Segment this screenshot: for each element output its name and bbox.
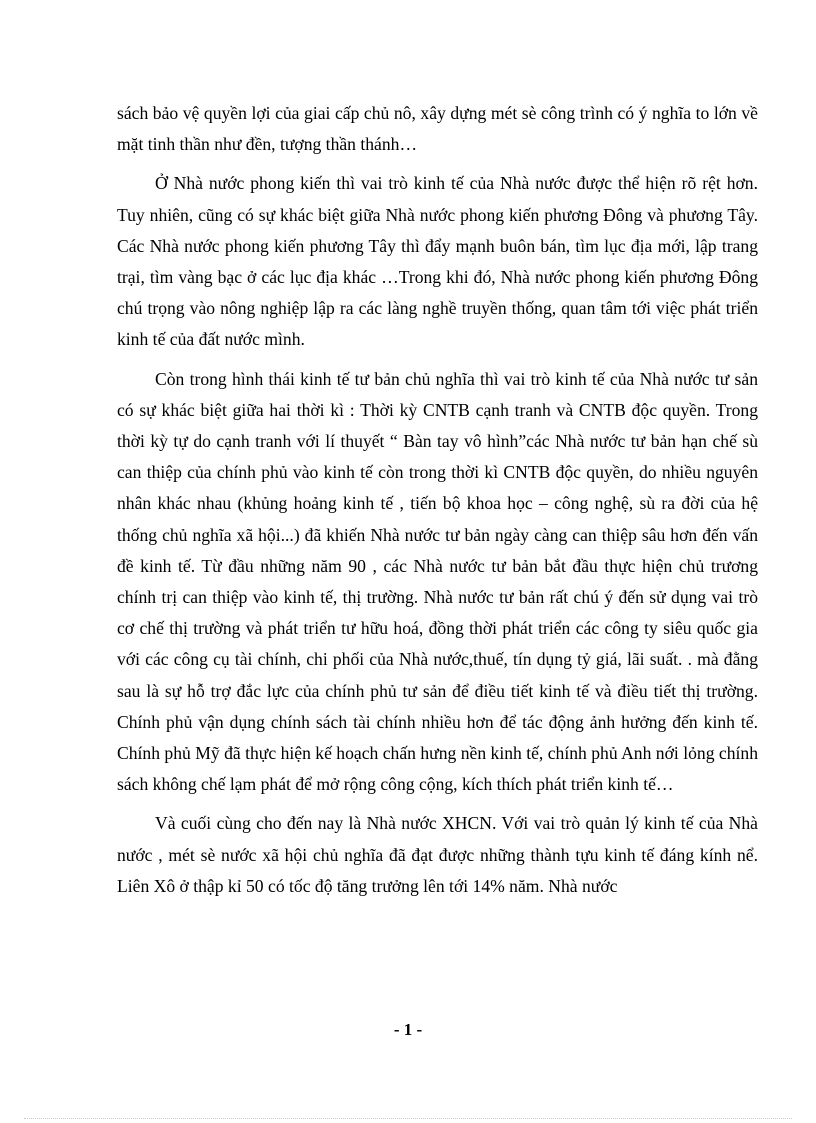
paragraph-3: Còn trong hình thái kinh tế tư bản chủ nghĩa thì vai trò kinh tế của Nhà nước tư sản có sự khác biệt giữa hai thời kì : Thời kỳ CNTB cạnh tranh và CNTB độc quyền. Trong thời kỳ tự do cạnh tranh với lí thuyết “ Bàn tay vô hình”các Nhà nước tư bản hạn chế sù can thiệp của chính phủ vào kinh tế còn trong thời kì CNTB độc quyền, do nhiều nguyên nhân khác nhau (khủng hoảng kinh tế , tiến bộ khoa học – công nghệ, sù ra đời của hệ thống chủ nghĩa xã hội...) đã khiến Nhà nước tư bản ngày càng can thiệp sâu hơn đến vấn đề kinh tế. Từ đầu những năm 90 , các Nhà nước tư bản bắt đầu thực hiện chủ trương chính trị can thiệp vào kinh tế, thị trường. Nhà nước tư bản rất chú ý đến sử dụng vai trò cơ chế thị trường và phát triển tư hữu hoá, đồng thời phát triển các công ty siêu quốc gia với các công cụ tài chính, chi phối của Nhà nước,thuế, tín dụng tỷ giá, lãi suất. . mà đằng sau là sự hỗ trợ đắc lực của chính phủ tư sản để điều tiết kinh tế và điều tiết thị trường. Chính phủ vận dụng chính sách tài chính nhiều hơn để tác động ảnh hưởng đến kinh tế. Chính phủ Mỹ đã thực hiện kế hoạch chấn hưng nền kinh tế, chính phủ Anh nới lỏng chính sách không chế lạm phát để mở rộng công cộng, kích thích phát triển kinh tế… [117,368,758,795]
page-number: - 1 - [393,1020,423,1039]
paragraph-4: Và cuối cùng cho đến nay là Nhà nước XHCN. Với vai trò quản lý kinh tế của Nhà nước , mét sè nước xã hội chủ nghĩa đã đạt được những thành tựu kinh tế đáng kính nể. Liên Xô ở thập kỉ 50 có tốc độ tăng trưởng lên tới 14% năm. Nhà nước [117,813,758,896]
document-body [117,98,758,910]
paragraph-1: sách bảo vệ quyền lợi của giai cấp chủ nô, xây dựng mét sè công trình có ý nghĩa to lớn về mặt tinh thần như đền, tượng thần thánh… [117,103,758,155]
paragraph-2: Ở Nhà nước phong kiến thì vai trò kinh tế của Nhà nước được thể hiện rõ rệt hơn. Tuy nhiên, cũng có sự khác biệt giữa Nhà nước phong kiến phương Đông và phương Tây. Các Nhà nước phong kiến phương Tây thì đẩy mạnh buôn bán, tìm lục địa mới, lập trang trại, tìm vàng bạc ở các lục địa khác …Trong khi đó, Nhà nước phong kiến phương Đông chú trọng vào nông nghiệp lập ra các làng nghề truyền thống, quan tâm tới việc phát triển kinh tế của đất nước mình. [117,173,758,350]
page-bottom-border [24,1118,792,1119]
